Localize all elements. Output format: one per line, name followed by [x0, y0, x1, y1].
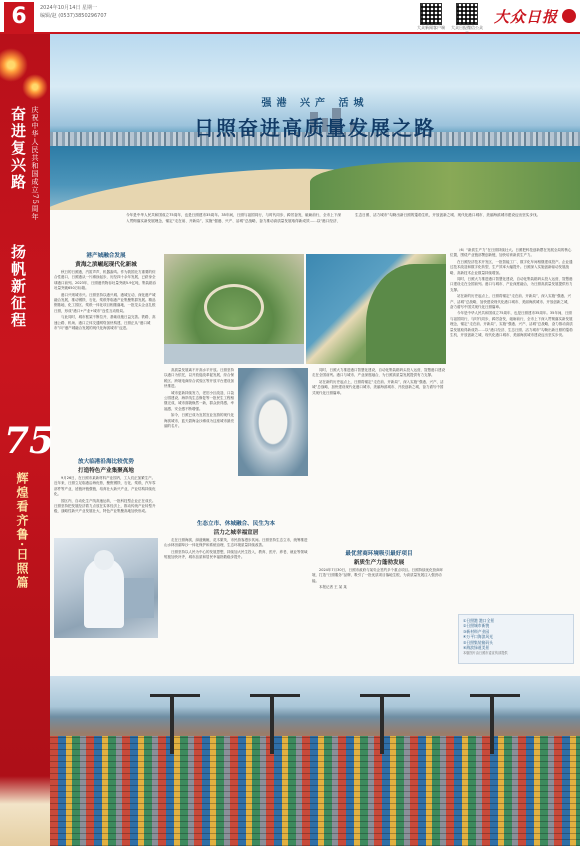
banner-series-title: 辉煌看齐鲁·日照篇 — [15, 472, 29, 591]
paragraph: （6）“新质生产力”在日照持续壮大。日照把科技创新摆在发展全局的核心位置，围绕产业链部署创新链，加快培育新质生产力。 — [450, 248, 572, 258]
section-title: 港产城融合发展 — [86, 253, 126, 259]
container-port-photo — [50, 676, 580, 846]
left-theme-banner — [0, 34, 55, 846]
paragraph: 如今，日照已成为宜居宜业宜游的现代化海滨城市，蓝天碧海金沙滩成为这座城市最亮丽的名片。 — [164, 413, 234, 429]
editor-line: 编辑/赵 (0537)3850296707 — [40, 13, 107, 19]
article-column-1b — [54, 458, 158, 534]
hero-aerial-photo — [50, 34, 580, 210]
section-title: 最优营商环境吸引最好项目 — [345, 551, 413, 557]
section-title: 放大临港沿海比较优势 — [78, 459, 134, 465]
anniversary-number: 75 — [4, 420, 55, 462]
paragraph: 同时，日照大力推进港口智慧化建设，自动化集装箱码头投入运营，智慧港口建设走在全国前列。港口与城市、产业深度融合，为日照高质量发展提供有力支撑。 — [450, 277, 573, 292]
qr-label-1: 大众新闻客户端 — [417, 25, 445, 30]
paragraph: 在日照经济技术开发区，一批智能工厂、数字化车间相继建成投产。企业通过技术改造和数字化转型，生产效率大幅提升。日照深入实施创新驱动发展战略，高新技术企业数量持续增加。 — [450, 259, 573, 275]
caption-item: ⑤日照集装箱码头 — [463, 639, 493, 645]
article-column-1 — [54, 252, 158, 458]
caption-item: ①日照港 港口全景 — [463, 618, 495, 623]
caption-item: ④万平口海滨风光 — [463, 634, 493, 640]
paragraph: 站在新的历史起点上，日照将锚定“走在前、开新局”，深入实施“强港、兴产、活城”总战略，加快建设现代化港口城市、美丽海滨城市、开放创新之城，奋力谱写中国式现代化日照篇章。 — [450, 294, 571, 310]
lead-paragraph: 今年是中华人民共和国成立75周年，也是日照建市35周年。35年间，日照与祖国同行，与时代同步，踔厉奋发，砥砺前行，全市上下深入贯彻落实新发展理念，锚定“走在前、开新局”，实施“强港、兴产、活城”总战略，奋力推动高质量发展取得新成效……以“港口经济、生态日照、活力城市”勾勒出新日照的蓬勃生机，开放创新之城、现代化港口城市、美丽海滨城市建设迈出坚实步伐。 — [126, 213, 541, 223]
banner-slogan-1: 奋进复兴路 — [9, 106, 27, 191]
firework-icon — [22, 74, 48, 100]
paragraph: 9月26日，在日照市某新材料产业园内，工人们正加紧生产。近年来，日照立足临港沿海优势，聚焦钢铁、石化、浆纸、汽车零部件等产业，延链补链强链，培育壮大新兴产业，产业结构持续优化。 — [54, 476, 156, 497]
photo-credits: 本版图片由日照市委宣传部提供 — [463, 651, 508, 656]
article-column-3 — [312, 368, 446, 528]
article-column-3b — [312, 550, 446, 670]
page-number: 6 — [4, 2, 34, 32]
logo-seal-icon — [562, 9, 576, 23]
beach-aerial-photo — [306, 254, 446, 364]
date-line: 2024年10月14日 星期一 — [40, 5, 98, 11]
paragraph: 2024年7月30日，日照市政府与某央企签约多个重点项目。日照持续优化营商环境，打造“日照服务”品牌，吸引了一批优质项目落地生根，为高质量发展注入强劲动能。 — [312, 568, 444, 583]
article-column-2b — [164, 520, 308, 670]
hero-subtitle: 强港 兴产 活城 — [261, 98, 369, 109]
paragraph: 高质量发展离不开高水平开放。日照坚持以港口为依托，以开放促改革促发展，综合保税区、跨境电商综合试验区等开放平台建设加快推进。 — [164, 368, 234, 389]
section-title: 生态立市、休城融合、民生为本 — [196, 521, 276, 527]
qr-code-icon[interactable] — [420, 3, 442, 25]
stadium-photo — [238, 368, 308, 476]
skyline-illustration — [0, 776, 50, 846]
article-column-4 — [450, 248, 574, 608]
paragraph: 今年是中华人民共和国成立75周年，也是日照建市35周年。35年间，日照与祖国同行，与时代同步，踔厉奋发，砥砺前行，全市上下深入贯彻落实新发展理念，锚定“走在前、开新局”，实施“强港、兴产、活城”总战略，奋力推动高质量发展取得新成效……以“港口经济、生态日照、活力城市”勾勒出新日照的蓬勃生机，开放创新之城、现代化港口城市、美丽海滨城市建设迈出坚实步伐。 — [450, 311, 573, 338]
section-subtitle: 打造特色产业集聚高地 — [78, 468, 134, 474]
paragraph: 同时，日照大力推进港口智慧化建设，自动化集装箱码头投入运营，智慧港口建设走在全国前列。港口与城市、产业深度融合，为日照高质量发展提供有力支撑。 — [312, 368, 445, 378]
paragraph: 城市更新持续发力，老旧小区改造、口袋公园建设、海岸线生态修复等一批民生工程相继完成，城市面貌焕然一新，群众获得感、幸福感、安全感不断增强。 — [164, 390, 234, 411]
paragraph: 日照坚持以人民为中心的发展思想，持续加大民生投入，教育、医疗、养老、就业等领域短板加快补齐，城市品质和居民幸福指数稳步提升。 — [164, 549, 308, 560]
paragraph: 港口兴则城市兴。日照坚持以港兴城、港城互动，深化港产城融合发展，推动钢铁、石化、浆纸等临港产业集聚集群发展。精品钢基地、化工园区、浆纸一体化项目相继落地，一批龙头企业扎根日照，形成“港口+产业+城市”良性互动格局。 — [54, 292, 156, 313]
section-subtitle: 黄海之滨崛起现代化新城 — [75, 262, 137, 268]
masthead — [0, 0, 580, 34]
qr-label-2: 大众日报微信公众 — [451, 25, 483, 30]
banner-slogan-2: 扬帆新征程 — [9, 244, 27, 329]
firework-icon — [0, 48, 28, 82]
byline: 本报记者 王 某 某 — [319, 585, 347, 590]
section-subtitle: 活力之城幸福宣居 — [213, 530, 259, 536]
paragraph: 站在新的历史起点上，日照将锚定“走在前、开新局”，深入实施“强港、兴产、活城”总战略，加快建设现代化港口城市、美丽海滨城市、开放创新之城，奋力谱写中国式现代化日照篇章。 — [312, 379, 444, 395]
lab-worker-photo — [54, 538, 158, 638]
paragraph: 走在日照海滨，绿道蜿蜒，花木繁茂，市民游客漫步其间。日照坚持生态立市，统筹推进山水林田湖草沙一体化保护和系统治理，生态环境质量持续改善。 — [164, 538, 308, 548]
paragraph: 秋日的日照港，汽笛声声，机器轰鸣。作为我国北方重要的综合性港口，日照港从一片滩涂起步，历经四十余年发展，已跻身全球港口前列。2023年，日照港货物吞吐量突破5.9亿吨，集装箱吞吐量突破650万标箱。 — [54, 270, 156, 291]
newspaper-logo: 大众日报 — [493, 8, 558, 26]
caption-item: ③新材料产业园 — [463, 628, 490, 634]
paragraph: 园区内，自动化生产线高速运转，一批科技型企业正在成长。日照坚持把发展经济着力点放在实体经济上，推动传统产业转型升级，战略性新兴产业发展壮大，特色产业集聚高地加快形成。 — [54, 498, 156, 514]
page-headline: 日照奋进高质量发展之路 — [194, 116, 436, 140]
caption-item: ②日照城市新貌 — [463, 623, 490, 629]
masthead-meta — [40, 4, 160, 20]
caption-item: ⑥海滨绿道美景 — [463, 645, 490, 651]
paragraph: 与此同时，城市框架不断拉开，基础设施日益完善。铁路、高速公路、机场、港口立体交通网络加快构建，日照正从“港口城市”向“港产城融合发展的现代化海滨城市”迈进。 — [54, 315, 156, 331]
banner-subtitle: 庆祝中华人民共和国成立75周年 — [31, 106, 39, 221]
park-aerial-photo — [164, 254, 304, 364]
section-subtitle: 新质生产力蓬勃发展 — [353, 560, 405, 566]
qr-code-icon[interactable] — [456, 3, 478, 25]
photo-caption-box — [458, 614, 574, 664]
